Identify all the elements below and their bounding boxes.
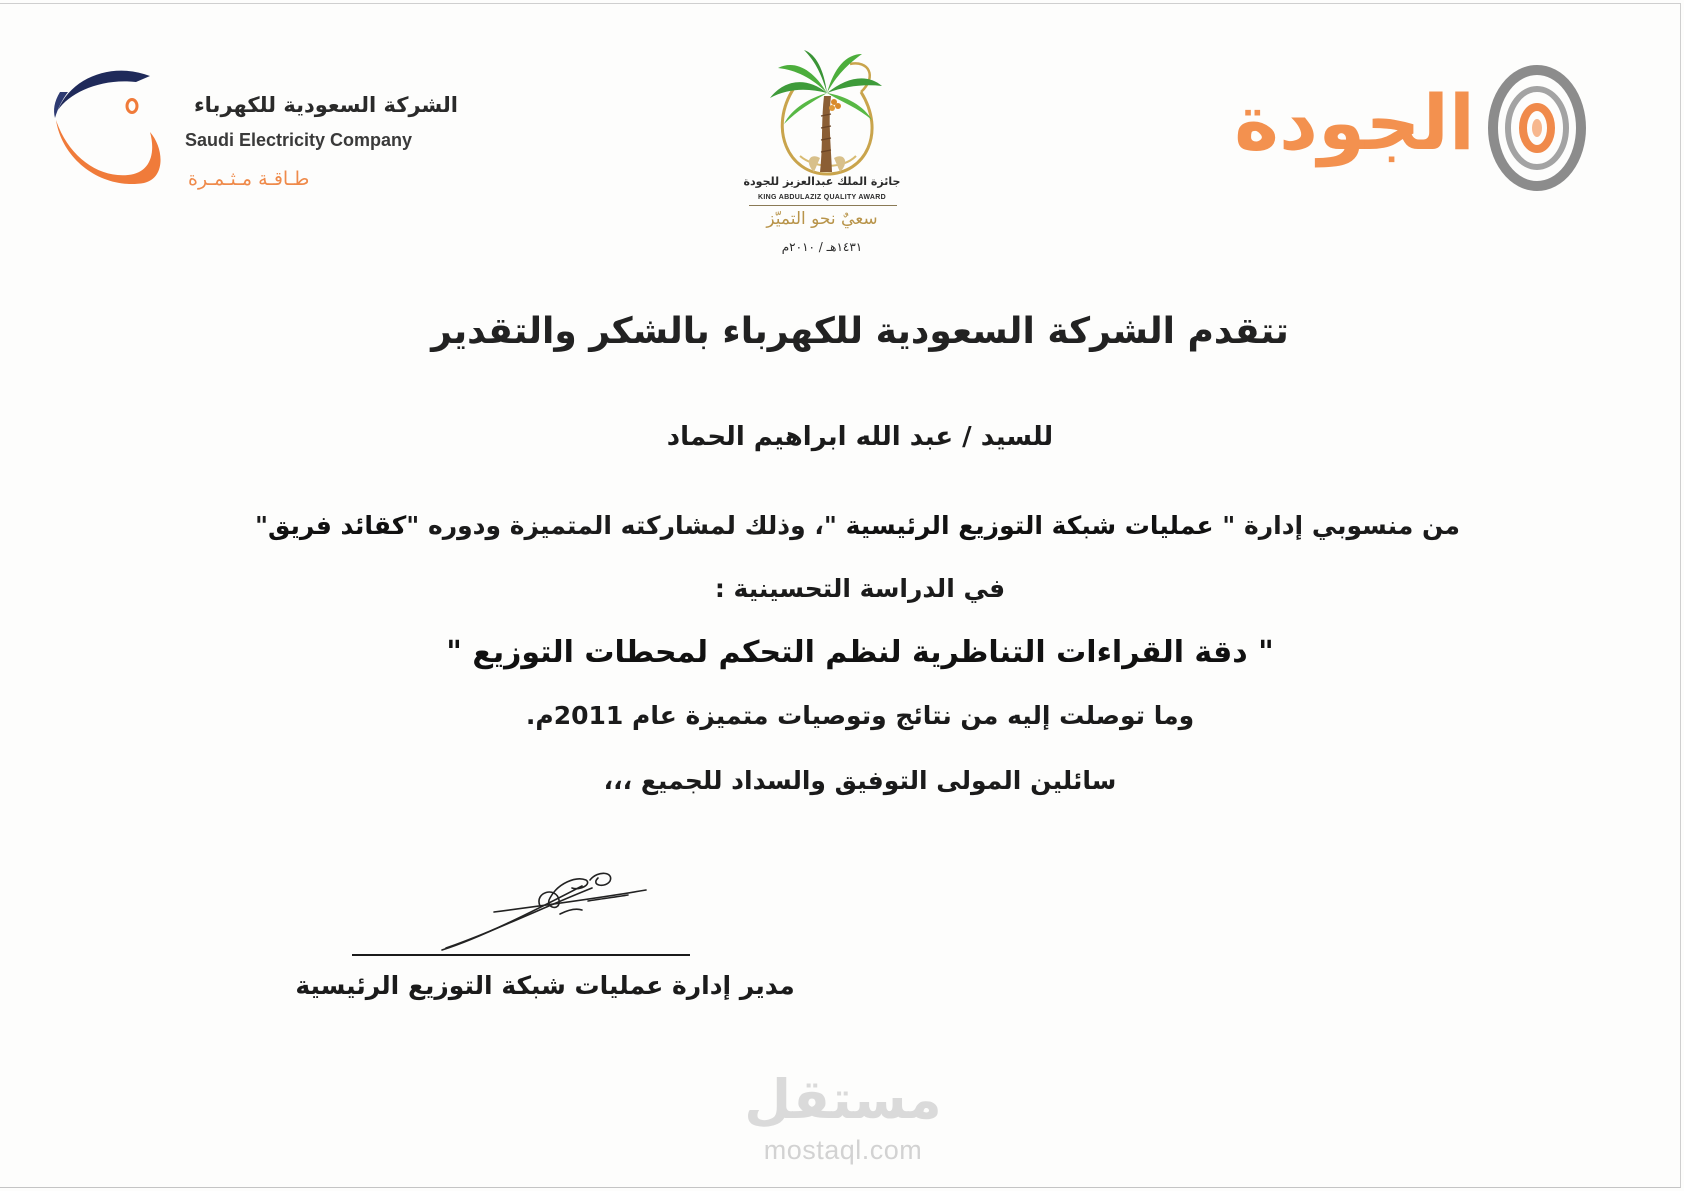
award-motto: سعيٌ نحو التميّز xyxy=(766,209,878,229)
results-line: وما توصلت إليه من نتائج وتوصيات متميزة عام 2011م. xyxy=(525,701,1195,730)
quality-logo-text: الجودة xyxy=(1234,78,1475,167)
closing-line: سائلين المولى التوفيق والسداد للجميع ،،، xyxy=(603,766,1117,795)
certificate-title: تتقدم الشركة السعودية للكهرباء بالشكر والتقدير xyxy=(431,311,1289,352)
award-year: ١٤٣١هـ / ٢٠١٠م xyxy=(781,240,863,254)
target-rings-icon xyxy=(1487,64,1587,192)
sec-swoosh-logo xyxy=(52,62,167,192)
department-prefix: من منسوبي إدارة " xyxy=(1222,511,1460,540)
department-name: عمليات شبكة التوزيع الرئيسية xyxy=(836,511,1223,540)
role-name: كقائد فريق xyxy=(267,511,407,540)
watermark-arabic: مستقل xyxy=(744,1068,942,1131)
recipient-name: للسيد / عبد الله ابراهيم الحماد xyxy=(666,422,1054,452)
signature-line xyxy=(352,954,690,956)
handwritten-signature xyxy=(440,868,650,954)
sec-name-english: Saudi Electricity Company xyxy=(185,130,413,150)
study-label: في الدراسة التحسينية : xyxy=(714,574,1006,603)
palm-tree-emblem xyxy=(764,46,888,178)
signatory-title: مدير إدارة عمليات شبكة التوزيع الرئيسية xyxy=(295,971,795,1000)
role-suffix: " xyxy=(254,511,268,540)
award-divider xyxy=(749,205,897,206)
award-name-english: KING ABDULAZIZ QUALITY AWARD xyxy=(758,194,886,201)
sec-slogan: طـاقـة مـثـمـرة xyxy=(188,168,310,190)
award-name-arabic: جائزة الملك عبدالعزيز للجودة xyxy=(743,175,901,188)
department-role-line xyxy=(254,510,1460,543)
role-intro: "، وذلك لمشاركته المتميزة ودوره " xyxy=(406,511,837,540)
sec-name-arabic: الشركة السعودية للكهرباء xyxy=(193,93,458,117)
study-title: " دقة القراءات التناظرية لنظم التحكم لمحطات التوزيع " xyxy=(446,635,1274,670)
watermark-url: mostaql.com xyxy=(763,1135,923,1165)
